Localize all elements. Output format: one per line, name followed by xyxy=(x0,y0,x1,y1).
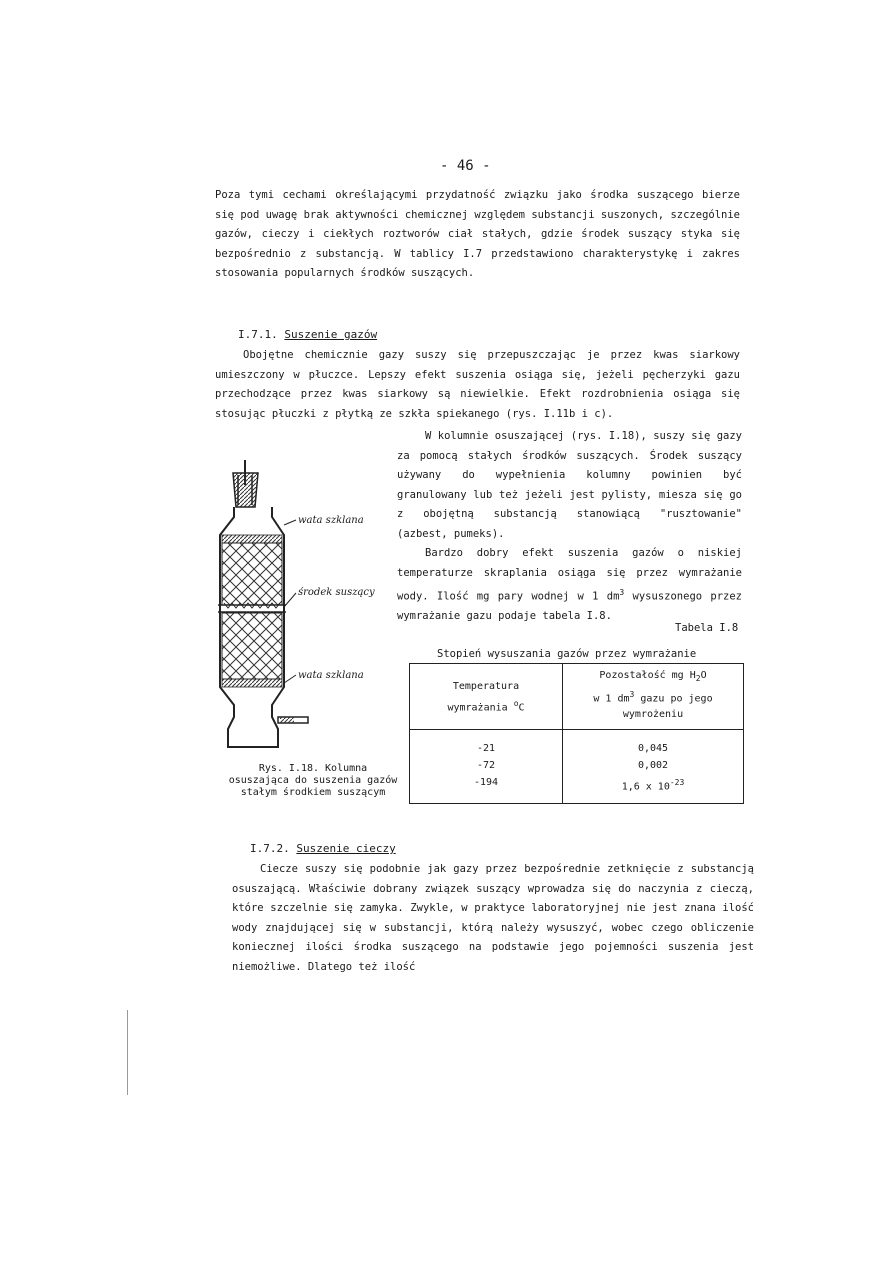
temp-cell: -21 xyxy=(476,743,496,754)
table-grid xyxy=(409,663,744,804)
section-1-text-1: Obojętne chemicznie gazy suszy się przepuszczając je przez kwas siarkowy umieszczony w płuczce. Lepszy efekt suszenia osiąga się, jeżeli pęcherzyki gazu przechodzące przez kwas siarkowy są niewielkie. Efekt rozdrobnienia osiąga się stosując płuczki z płytką ze szkła spiekanego (rys. I.11b i c). xyxy=(215,349,740,420)
table-title: Stopień wysuszania gazów przez wymrażanie xyxy=(437,648,697,660)
intro-text: Poza tymi cechami określającymi przydatność związku jako środka suszącego bierze się pod uwagę brak aktywności chemicznej względem substancji suszonych, szczególnie gazów, cieczy i ciekłych roztworów ciał stałych, gdzie środek suszący styka się bezpośrednio z substancją. W tablicy I.7 przedstawiono charakterystykę i zakres stosowania popularnych środków suszących. xyxy=(215,189,740,279)
table-header-row xyxy=(410,664,744,730)
section-2-text: Ciecze suszy się podobnie jak gazy przez bezpośrednie zetknięcie z substancją osuszającą. Właściwie dobrany związek suszący wprowadza się do naczynia z cieczą, które szczelnie się zamyka. Zwykle, w praktyce laboratoryjnej nie jest znana ilość wody znajdującej się w substancji, którą należy wysuszyć, wobec czego obliczenie koniecznej ilości środka suszącego na podstawie jego pojemności suszenia jest niemożliwe. Dlatego też ilość xyxy=(232,863,754,973)
section-2-heading xyxy=(250,842,396,855)
page-number: - 46 - xyxy=(440,158,491,174)
header-residue: Pozostałość mg $H_2O$ w 1 $dm^3$ gazu po jego wymrożeniu xyxy=(563,664,744,730)
figure-caption: Rys. I.18. Kolumna osuszająca do suszenia gazów stałym środkiem suszącym xyxy=(228,763,398,798)
section-1-text-3: Bardzo dobry efekt suszenia gazów o niskiej temperaturze skraplania osiąga się przez wymrażanie wody. Ilość mg pary wodnej w 1 $dm^3$ wysuszonego przez wymrażanie gazu podaje tabela I.8. xyxy=(397,547,742,622)
residue-values xyxy=(563,730,744,804)
section-2-number: I.7.2. xyxy=(250,842,290,855)
table-label: Tabela I.8 xyxy=(675,622,739,634)
header-temperature: Temperatura wymrażania $^o$C xyxy=(410,664,563,730)
residue-cell: 0,045 xyxy=(637,743,669,754)
scan-margin-line xyxy=(127,1010,128,1095)
section-1-text-2: W kolumnie osuszającej (rys. I.18), suszy się gazy za pomocą stałych środków suszących. Środek suszący używany do wypełnienia kolumny powinien być granulowany lub też jeżeli jest pylisty, miesza się go z obojętną substancją stanowiącą "rusztowanie" (azbest, pumeks). xyxy=(397,430,742,540)
section-2-title: Suszenie cieczy xyxy=(296,842,396,855)
drying-column-figure xyxy=(200,455,400,755)
label-drying-agent: środek suszący xyxy=(298,587,375,598)
section-1-paragraph-1 xyxy=(215,346,740,424)
label-glass-wool-top: wata szklana xyxy=(298,515,364,526)
residue-cell: 1,6 x $10^{-23}$ xyxy=(621,778,685,793)
temp-cell: -194 xyxy=(473,777,499,788)
section-1-heading xyxy=(238,328,377,341)
section-2-paragraph xyxy=(232,860,754,977)
section-1-right-column xyxy=(397,427,742,627)
section-1-title: Suszenie gazów xyxy=(284,328,378,341)
section-1-number: I.7.1. xyxy=(238,328,278,341)
label-glass-wool-bottom: wata szklana xyxy=(298,670,364,681)
residue-cell: 0,002 xyxy=(637,760,669,771)
freezing-table xyxy=(409,663,744,804)
drying-column-diagram xyxy=(200,455,400,755)
table-data-row xyxy=(410,730,744,804)
temperature-values xyxy=(410,730,563,804)
intro-paragraph xyxy=(215,186,740,284)
temp-cell: -72 xyxy=(476,760,496,771)
